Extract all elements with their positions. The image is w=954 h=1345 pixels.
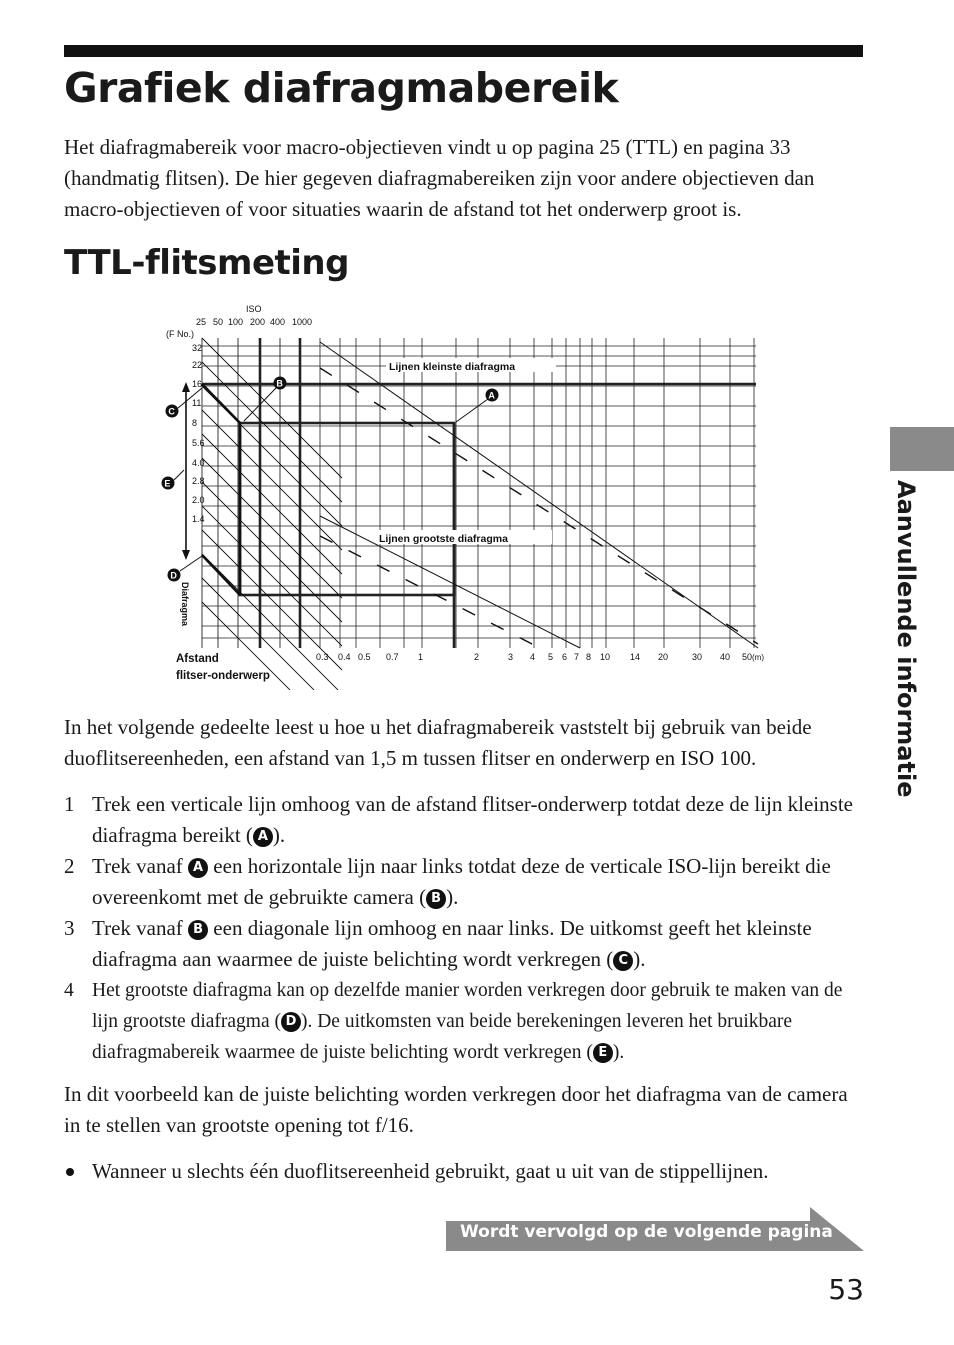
section-title: TTL-flitsmeting: [64, 243, 349, 283]
fno-tick-label: 11: [192, 398, 202, 408]
distance-tick-label: 7: [574, 652, 580, 662]
diagonal-b-c: [202, 384, 240, 423]
page-title: Grafiek diafragmabereik: [64, 64, 619, 112]
step-1: 1 Trek een verticale lijn omhoog van de afstand flitser-onderwerp totdat deze de lijn kleinste diafragma bereikt ( A ).: [64, 789, 864, 851]
distance-tick-label: 6: [562, 652, 568, 662]
arrow-up-head: [182, 382, 190, 392]
paragraph-example: In dit voorbeeld kan de juiste belichting worden verkregen door het diafragma van de camera in te stellen van grootste opening tot f/16.: [64, 1082, 848, 1137]
fno-tick-label: 1.4: [192, 514, 205, 524]
distance-axis-label-2: flitser-onderwerp: [176, 670, 270, 682]
max-aperture-label: Lijnen grootste diafragma: [379, 533, 508, 545]
marker-c-letter: C: [168, 406, 175, 417]
fno-tick-label: 8: [192, 418, 198, 428]
distance-tick-label: 0.3: [316, 652, 329, 662]
iso-tick-label: 1000: [292, 317, 313, 327]
top-rule: [64, 45, 863, 57]
marker-d-letter: D: [170, 570, 177, 581]
page-number: 53: [828, 1273, 864, 1306]
iso-tick-label: 50: [213, 317, 224, 327]
distance-tick-label: 3: [508, 652, 514, 662]
fno-tick-label: 22: [192, 360, 203, 370]
diagonal-d: [202, 555, 240, 595]
distance-tick-label: 50: [742, 652, 753, 662]
distance-tick-label: 4: [530, 652, 536, 662]
min-aperture-line: [320, 342, 758, 648]
fno-tick-label: 2.8: [192, 476, 205, 486]
step-number: 4: [64, 980, 74, 1001]
iso-diagonal: [202, 434, 342, 574]
aperture-range-chart: [160, 298, 780, 690]
iso-diagonal: [202, 410, 342, 550]
marker-b-badge: B: [426, 889, 446, 909]
iso-tick-label: 25: [196, 317, 207, 327]
fno-tick-label: 2.0: [192, 495, 205, 505]
iso-tick-label: 400: [270, 317, 286, 327]
iso-diagonal: [202, 338, 342, 478]
marker-e-badge: E: [593, 1043, 613, 1063]
leader-e: [174, 470, 184, 480]
marker-c-badge: C: [613, 951, 633, 971]
distance-axis-label: Afstand: [176, 653, 219, 665]
iso-tick-label: 200: [250, 317, 266, 327]
fno-tick-label: 32: [192, 343, 203, 353]
steps-list: [64, 789, 864, 1068]
marker-b-letter: B: [276, 378, 283, 389]
distance-tick-label: 8: [586, 652, 592, 662]
fno-tick-label: 4.0: [192, 458, 205, 468]
bullet-note: Wanneer u slechts één duoflitsereenheid gebruikt, gaat u uit van de stippellijnen.: [64, 1156, 864, 1187]
fno-label: (F No.): [166, 329, 194, 339]
distance-tick-label: 40: [720, 652, 731, 662]
marker-a-badge: A: [253, 827, 273, 847]
distance-tick-label: 20: [658, 652, 669, 662]
distance-tick-label: 5: [548, 652, 554, 662]
iso-diagonal: [202, 530, 342, 670]
marker-a-badge: A: [188, 858, 208, 878]
step-number: 2: [64, 854, 75, 878]
leader-a: [456, 399, 488, 422]
step-3: 3 Trek vanaf B een diagonale lijn omhoog en naar links. De uitkomst geeft het kleinste diafragma aan waarmee de juiste belichting wordt verkregen ( C ).: [64, 913, 864, 975]
distance-tick-label: 0.5: [358, 652, 371, 662]
fno-tick-label: 16: [192, 379, 203, 389]
max-aperture-dashed: [320, 536, 540, 648]
continue-label: Wordt vervolgd op de volgende pagina: [460, 1222, 833, 1242]
paragraph-method: In het volgende gedeelte leest u hoe u het diafragmabereik vaststelt bij gebruik van beide duoflitsereenheden, een afstand van 1,5 m tussen flitser en onderwerp en ISO 100.: [64, 715, 812, 770]
distance-tick-label: 14: [630, 652, 641, 662]
iso-label: ISO: [246, 304, 262, 314]
step-2: 2 Trek vanaf A een horizontale lijn naar links totdat deze de verticale ISO-lijn bereikt die overeenkomt met de gebruikte camera ( B ).: [64, 851, 864, 913]
marker-e-letter: E: [164, 478, 171, 489]
iso-tick-label: 100: [228, 317, 244, 327]
leader-d: [180, 556, 202, 571]
marker-a-letter: A: [488, 390, 495, 401]
bullet-dot: [66, 1168, 74, 1176]
arrow-down-head: [182, 550, 190, 560]
min-aperture-label: Lijnen kleinste diafragma: [389, 361, 516, 373]
distance-tick-label: 0.4: [338, 652, 351, 662]
distance-tick-label: 2: [474, 652, 480, 662]
marker-d-badge: D: [281, 1012, 301, 1032]
fno-tick-label: 5.6: [192, 438, 205, 448]
step-number: 1: [64, 792, 75, 816]
distance-tick-label: 30: [692, 652, 703, 662]
diafragma-axis-label: Diafragma: [180, 582, 190, 627]
distance-tick-label: 10: [600, 652, 611, 662]
marker-b-badge: B: [188, 920, 208, 940]
intro-paragraph: Het diafragmabereik voor macro-objectieven vindt u op pagina 25 (TTL) en pagina 33 (handmatig flitsen). De hier gegeven diafragmabereiken zijn voor andere objectieven dan macro-objectieven of voor situaties waarin de afstand tot het onderwerp groot is.: [64, 135, 815, 221]
side-tab-marker: [890, 427, 954, 471]
distance-tick-label: 0.7: [386, 652, 399, 662]
side-tab-label: Aanvullende informatie: [892, 480, 920, 798]
step-4: 4 Het grootste diafragma kan op dezelfde manier worden verkregen door gebruik te maken van de lijn grootste diafragma ( D ). De uitkomsten van beide berekeningen leveren het bruikbare diafragmabereik waarmee de juiste belichting wordt verkregen ( E ).: [64, 975, 864, 1068]
step-number: 3: [64, 916, 75, 940]
iso-diagonal: [202, 482, 342, 622]
distance-tick-label: 1: [418, 652, 424, 662]
distance-unit: (m): [752, 653, 764, 662]
